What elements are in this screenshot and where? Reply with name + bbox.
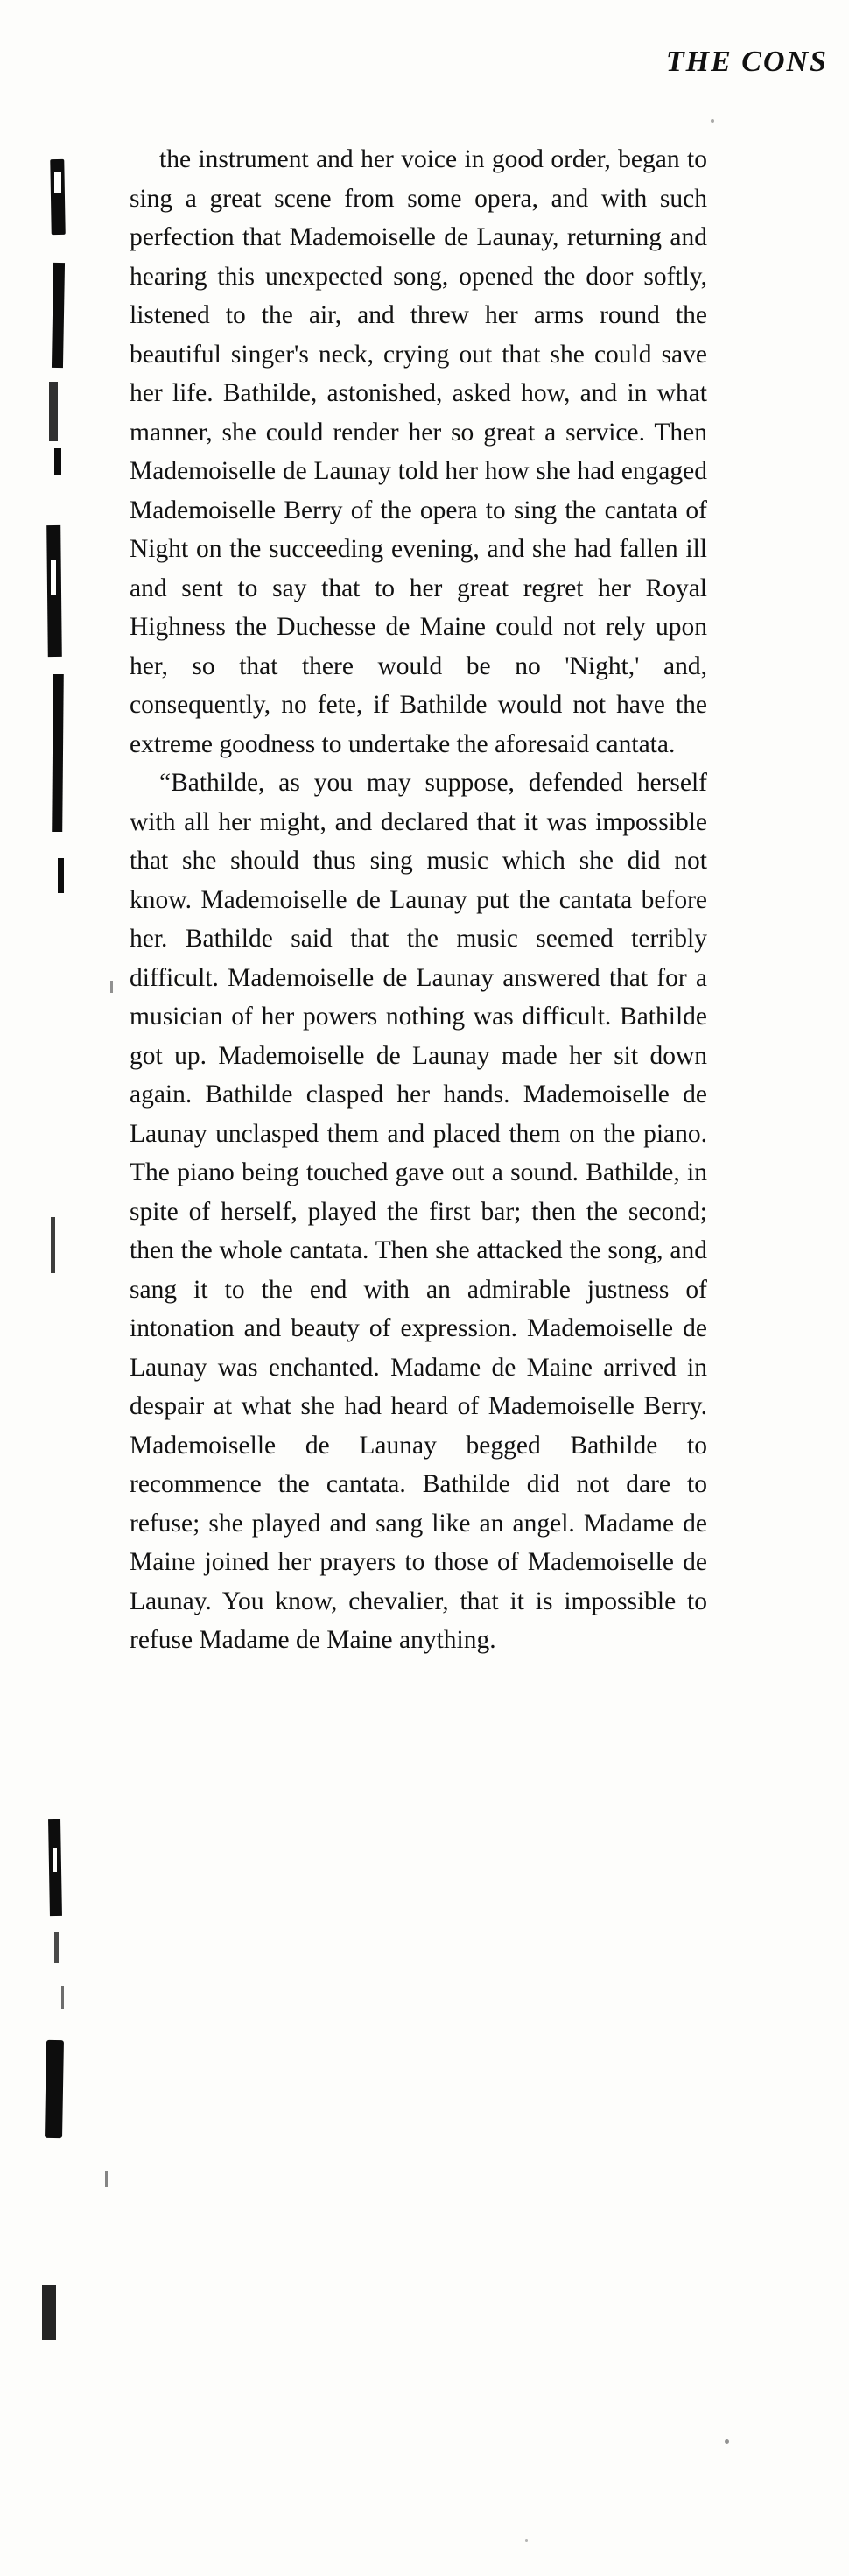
- ink-smudge-mark: [52, 674, 64, 832]
- ink-smudge-highlight: [53, 1848, 57, 1872]
- ink-smudge-mark: [50, 159, 65, 235]
- page-speck: [725, 2439, 729, 2444]
- ink-smudge-highlight: [54, 172, 61, 193]
- ink-smudge-highlight: [51, 560, 56, 595]
- ink-smudge-mark: [42, 2285, 56, 2340]
- page-speck: [525, 2539, 528, 2542]
- running-head: THE CONS: [665, 46, 828, 78]
- ink-smudge-mark: [49, 382, 58, 441]
- body-paragraph: the instrument and her voice in good order, began to sing a great scene from some opera, and with such perfection that Mademoiselle de Launay, returning and hearing this unexpected song, opened the door softly, listened to the air, and threw her arms round the beautiful singer's neck, crying out that she could save her life. Bathilde, astonished, asked how, and in what manner, she could render her so great a service. Then Mademoiselle de Launay told her how she had engaged Mademoiselle Berry of the opera to sing the cantata of Night on the succeeding evening, and she had fallen ill and sent to say that to her great regret her Royal Highness the Duchesse de Maine could not rely upon her, so that there would be no 'Night,' and, consequently, no fete, if Bathilde would not have the extreme goodness to undertake the aforesaid cantata.: [130, 145, 707, 758]
- ink-smudge-mark: [54, 1932, 59, 1963]
- ink-smudge-mark: [46, 525, 62, 657]
- ink-speck: [110, 981, 113, 993]
- ink-smudge-mark: [52, 263, 65, 368]
- body-text-column: [130, 140, 707, 1660]
- ink-speck: [105, 2171, 108, 2187]
- ink-smudge-mark: [54, 448, 61, 475]
- page-speck: [711, 119, 714, 123]
- ink-smudge-mark: [48, 1819, 62, 1916]
- ink-smudge-mark: [61, 1986, 64, 2009]
- body-paragraph: “Bathilde, as you may suppose, defended herself with all her might, and declared that it was impossible that she should thus sing music which she did not know. Mademoiselle de Launay put the cantata before her. Bathilde said that the music seemed terribly difficult. Mademoiselle de Launay answered that for a musician of her powers nothing was difficult. Bathilde got up. Mademoiselle de Launay made her sit down again. Bathilde clasped her hands. Mademoiselle de Launay unclasped them and placed them on the piano. The piano being touched gave out a sound. Bathilde, in spite of herself, played the first bar; then the second; then the whole cantata. Then she attacked the song, and sang it to the end with an admirable justness of intonation and beauty of expression. Mademoiselle de Launay was enchanted. Madame de Maine arrived in despair at what she had heard of Mademoiselle Berry. Mademoiselle de Launay begged Bathilde to recommence the cantata. Bathilde did not dare to refuse; she played and sang like an angel. Madame de Maine joined her prayers to those of Mademoiselle de Launay. You know, chevalier, that it is impossible to refuse Madame de Maine anything.: [130, 769, 707, 1654]
- ink-smudge-mark: [58, 858, 64, 893]
- ink-smudge-mark: [45, 2040, 64, 2138]
- gutter-scan-artifacts: [0, 0, 123, 2576]
- ink-smudge-mark: [51, 1217, 55, 1273]
